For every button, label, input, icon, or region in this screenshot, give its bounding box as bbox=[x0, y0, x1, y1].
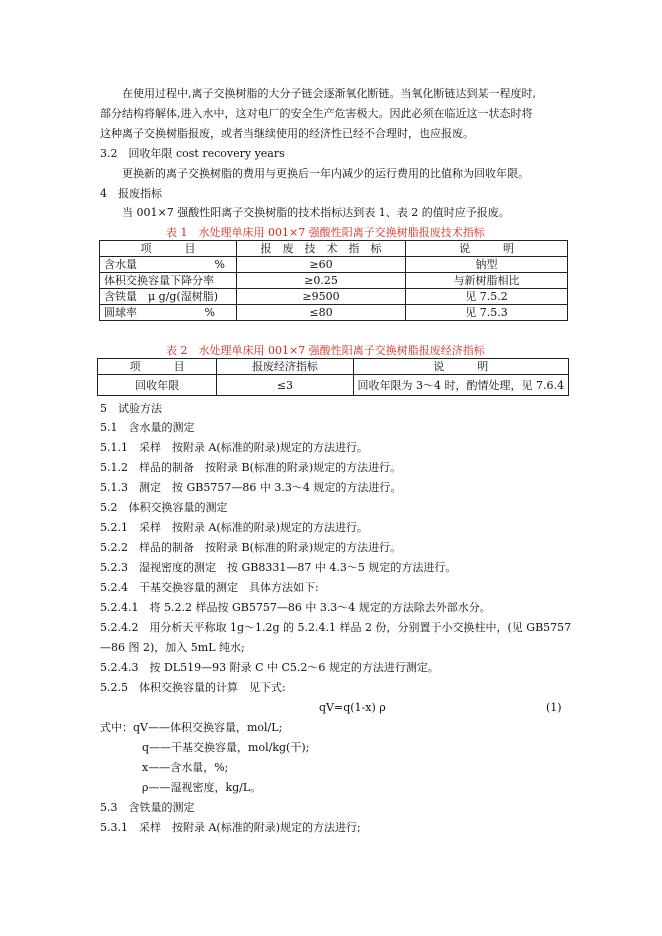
table-2-caption: 表 2 水处理单床用 001×7 强酸性阳离子交换树脂报废经济指标 bbox=[166, 344, 485, 357]
table-cell-note: 与新树脂相比 bbox=[406, 273, 568, 289]
definition-qv: 式中：qV——体积交换容量，mol/L; bbox=[100, 721, 283, 734]
table-cell-item bbox=[100, 273, 237, 289]
section-5-heading: 5 试验方法 bbox=[100, 402, 162, 415]
formula-number: (1) bbox=[546, 701, 562, 714]
table-cell-value: ≤80 bbox=[237, 305, 406, 321]
item-label: 含铁量 μ g/g(湿树脂) bbox=[104, 290, 219, 303]
table-2-header-row bbox=[98, 359, 569, 375]
table-2 bbox=[97, 358, 569, 396]
table-cell-note: 回收年限为 3～4 时，酌情处理，见 7.6.4 bbox=[353, 375, 568, 396]
table-cell-note: 见 7.5.3 bbox=[406, 305, 568, 321]
section-5-2-4-3: 5.2.4.3 按 DL519—93 附录 C 中 C5.2～6 规定的方法进行测定。 bbox=[100, 661, 439, 674]
table-cell-item bbox=[100, 305, 237, 321]
table-row bbox=[100, 273, 568, 289]
definition-x: x——含水量，%; bbox=[142, 761, 229, 774]
section-5-2-2: 5.2.2 样品的制备 按附录 B(标准的附录)规定的方法进行。 bbox=[100, 541, 402, 554]
section-5-2-4-2: 5.2.4.2 用分析天平称取 1g～1.2g 的 5.2.4.1 样品 2 份，分别置于小交换柱中，(见 GB5757 bbox=[100, 621, 572, 634]
section-5-3-1: 5.3.1 采样 按附录 A(标准的附录)规定的方法进行; bbox=[100, 821, 361, 834]
intro-line-1: 在使用过程中,离子交换树脂的大分子链会逐渐氧化断链。当氧化断链达到某一程度时, bbox=[122, 87, 536, 100]
table-1-caption: 表 1 水处理单床用 001×7 强酸性阳离子交换树脂报废技术指标 bbox=[166, 226, 485, 239]
table-2-header-item: 项 目 bbox=[98, 359, 217, 375]
formula-1: qV=q(1-x) ρ bbox=[319, 701, 386, 714]
item-label: 体积交换容量下降分率 bbox=[104, 274, 214, 287]
section-5-1-1: 5.1.1 采样 按附录 A(标准的附录)规定的方法进行。 bbox=[100, 441, 369, 454]
table-1-header-note: 说 明 bbox=[406, 241, 568, 257]
item-unit: % bbox=[214, 258, 225, 271]
table-cell-item bbox=[100, 257, 237, 273]
intro-line-3: 这种离子交换树脂报废，或者当继续使用的经济性已经不合理时，也应报废。 bbox=[100, 127, 474, 140]
section-4-body: 当 001×7 强酸性阳离子交换树脂的技术指标达到表 1、表 2 的值时应予报废。 bbox=[122, 206, 510, 219]
table-2-header-note: 说 明 bbox=[353, 359, 568, 375]
section-5-1-3: 5.1.3 测定 按 GB5757—86 中 3.3～4 规定的方法进行。 bbox=[100, 481, 402, 494]
section-5-3-heading: 5.3 含铁量的测定 bbox=[100, 801, 195, 814]
table-1-header-item: 项 目 bbox=[100, 241, 237, 257]
table-row bbox=[100, 289, 568, 305]
table-1-header-value: 报 废 技 术 指 标 bbox=[237, 241, 406, 257]
section-3-2-body: 更换新的离子交换树脂的费用与更换后一年内减少的运行费用的比值称为回收年限。 bbox=[122, 167, 529, 180]
table-cell-value: ≥60 bbox=[237, 257, 406, 273]
table-cell-item: 回收年限 bbox=[98, 375, 217, 396]
table-row bbox=[98, 375, 569, 396]
table-cell-note: 钠型 bbox=[406, 257, 568, 273]
definition-rho: ρ——湿视密度，kg/L。 bbox=[142, 781, 262, 794]
section-5-2-heading: 5.2 体积交换容量的测定 bbox=[100, 501, 228, 514]
table-cell-value: ≤3 bbox=[217, 375, 353, 396]
table-cell-value: ≥0.25 bbox=[237, 273, 406, 289]
table-1 bbox=[99, 240, 568, 321]
section-5-2-1: 5.2.1 采样 按附录 A(标准的附录)规定的方法进行。 bbox=[100, 521, 369, 534]
section-5-2-4-2-cont: —86 图 2)，加入 5mL 纯水; bbox=[100, 641, 245, 654]
table-2-header-value: 报废经济指标 bbox=[217, 359, 353, 375]
item-label: 圆球率 bbox=[104, 306, 137, 319]
section-5-2-5: 5.2.5 体积交换容量的计算 见下式: bbox=[100, 681, 286, 694]
section-5-2-3: 5.2.3 湿视密度的测定 按 GB8331—87 中 4.3～5 规定的方法进行。 bbox=[100, 561, 457, 574]
table-cell-value: ≥9500 bbox=[237, 289, 406, 305]
table-1-header-row bbox=[100, 241, 568, 257]
section-5-1-2: 5.1.2 样品的制备 按附录 B(标准的附录)规定的方法进行。 bbox=[100, 461, 402, 474]
section-4-heading: 4 报废指标 bbox=[100, 187, 162, 200]
section-5-2-4: 5.2.4 干基交换容量的测定 具体方法如下: bbox=[100, 581, 319, 594]
table-cell-note: 见 7.5.2 bbox=[406, 289, 568, 305]
table-cell-item bbox=[100, 289, 237, 305]
section-3-2-heading: 3.2 回收年限 cost recovery years bbox=[100, 147, 285, 160]
item-label: 含水量 bbox=[104, 258, 137, 271]
section-5-1-heading: 5.1 含水量的测定 bbox=[100, 421, 195, 434]
item-unit: % bbox=[204, 306, 215, 319]
table-row bbox=[100, 257, 568, 273]
intro-line-2: 部分结构将解体,进入水中，这对电厂的安全生产危害极大。因此必须在临近这一状态时将 bbox=[100, 107, 533, 120]
definition-q: q——干基交换容量，mol/kg(干); bbox=[142, 741, 310, 754]
table-row bbox=[100, 305, 568, 321]
section-5-2-4-1: 5.2.4.1 将 5.2.2 样品按 GB5757—86 中 3.3～4 规定的方法除去外部水分。 bbox=[100, 601, 491, 614]
